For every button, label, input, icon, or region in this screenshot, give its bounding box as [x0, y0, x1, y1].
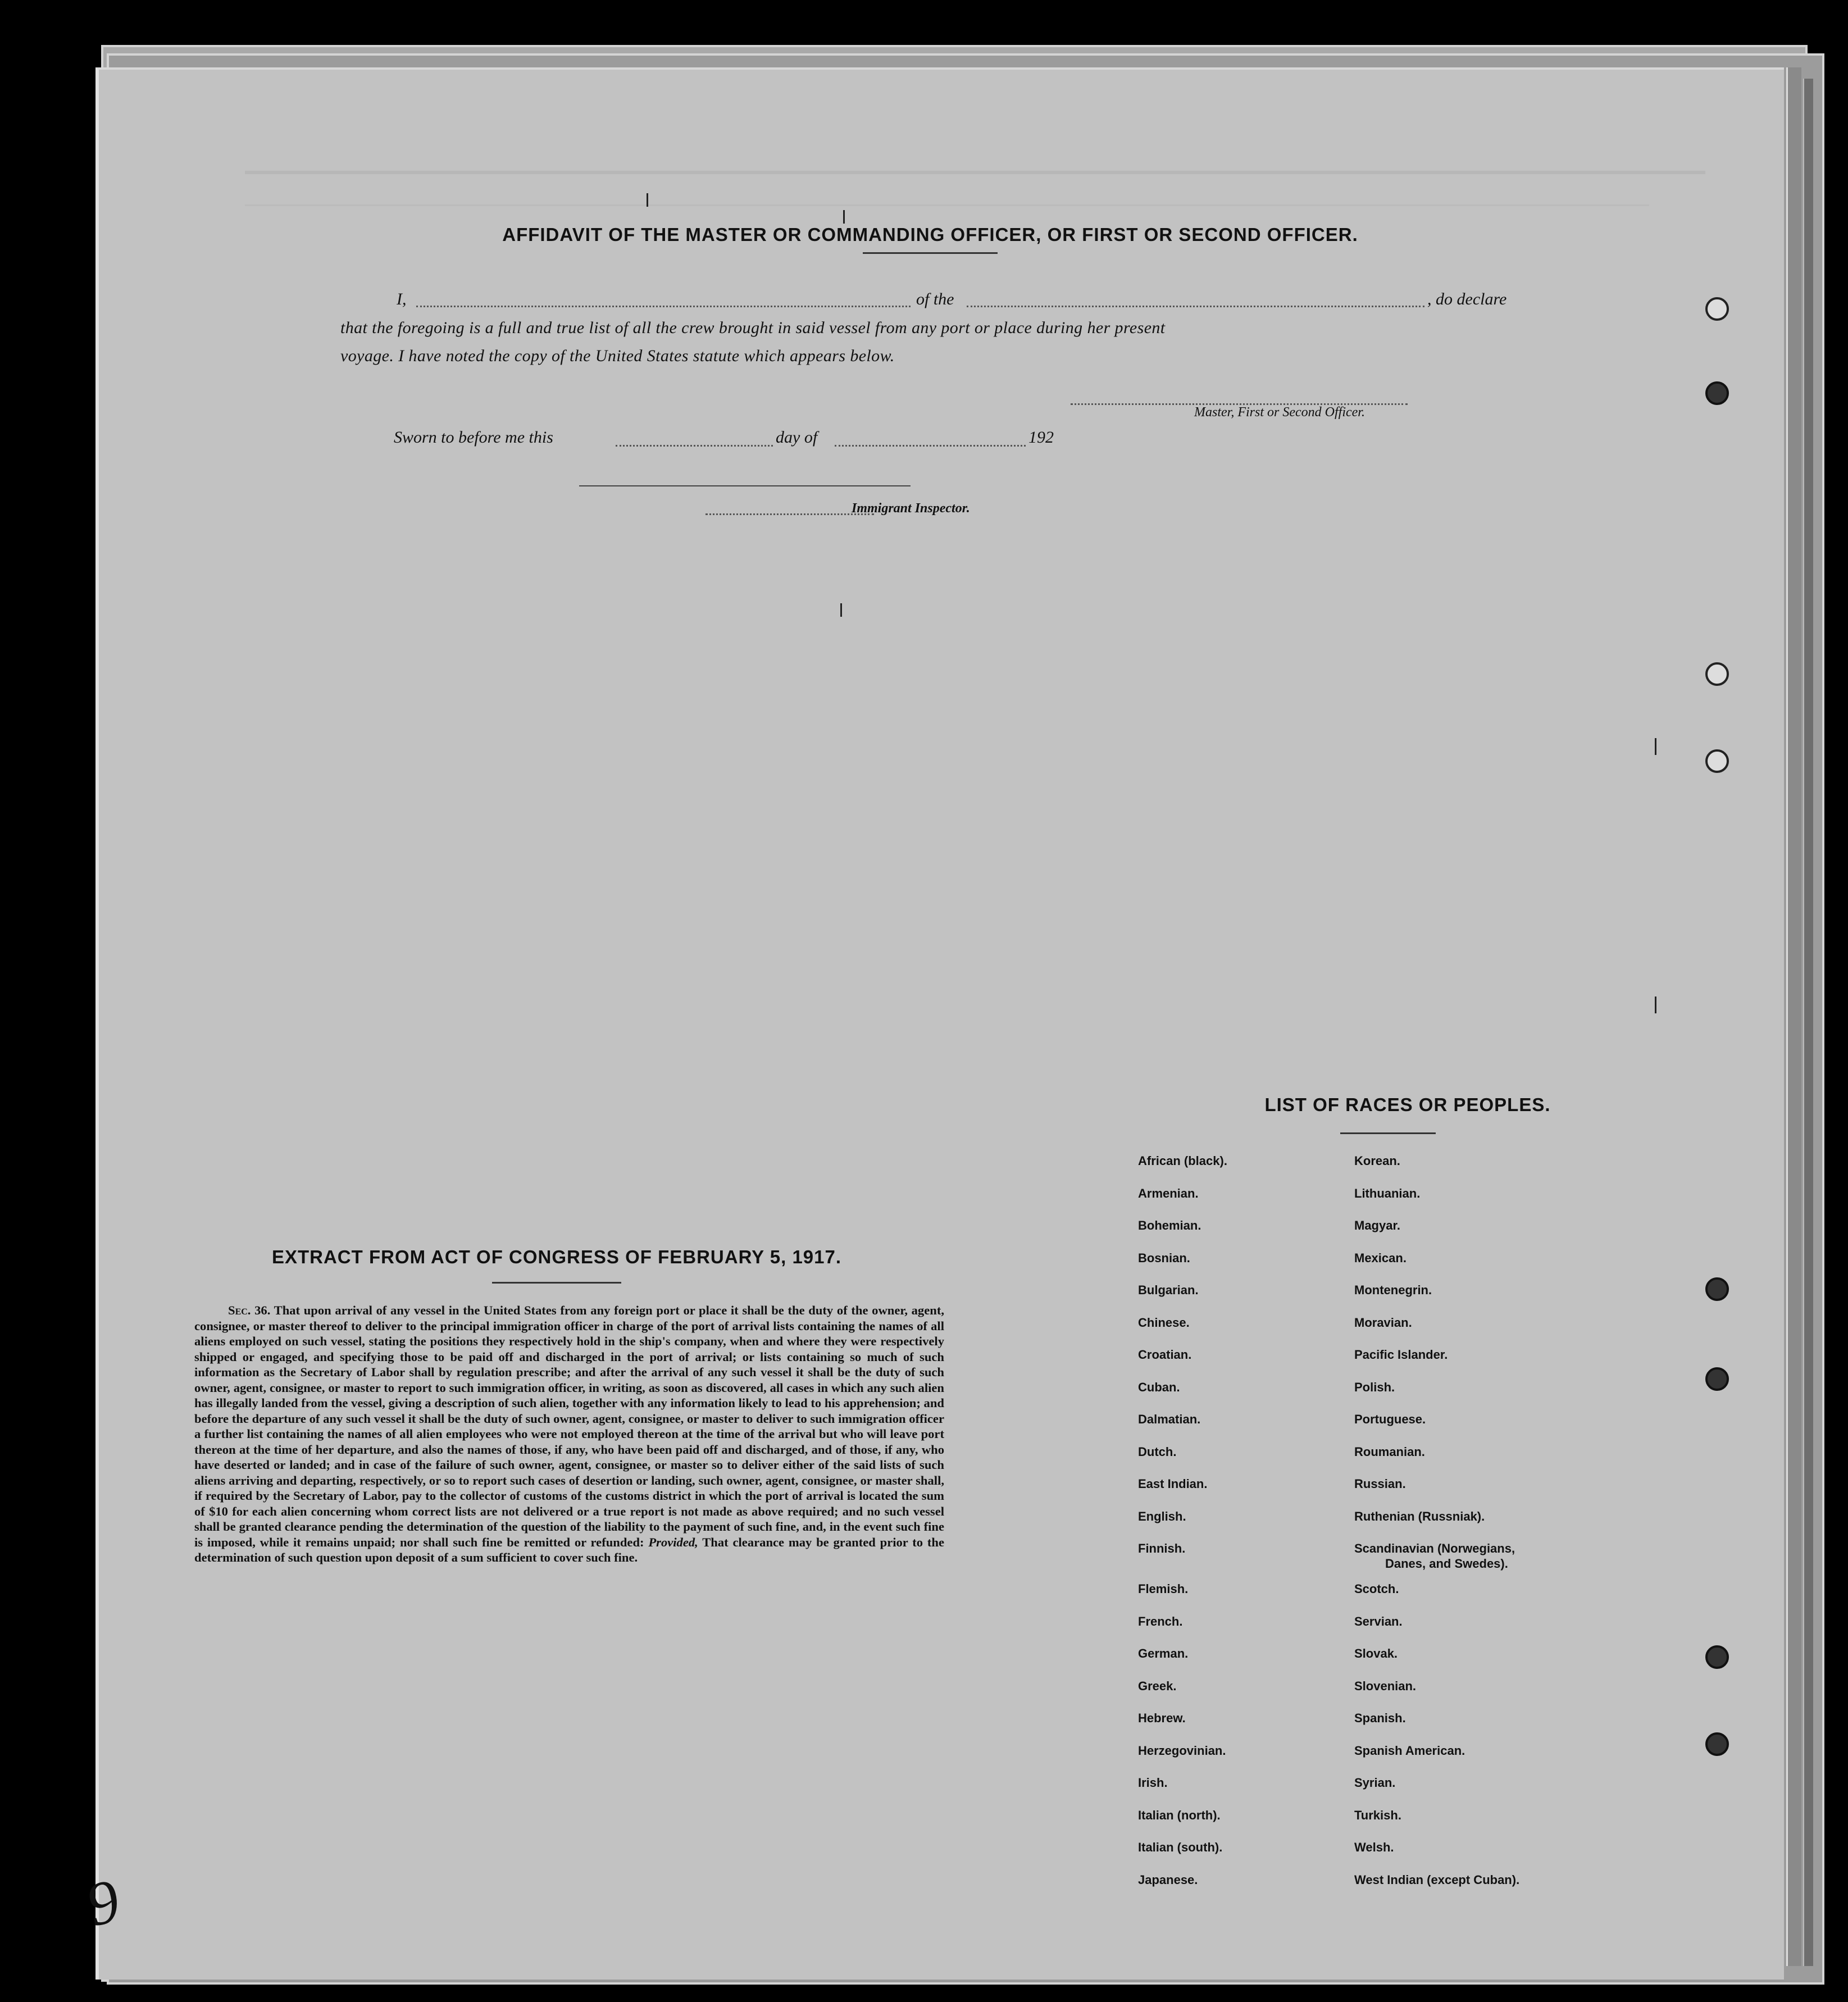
- race-item: French.: [1138, 1614, 1183, 1628]
- year-label: 192: [1028, 428, 1054, 447]
- binder-hole: [1705, 1277, 1729, 1301]
- race-item: Dalmatian.: [1138, 1412, 1201, 1426]
- binder-hole: [1705, 297, 1729, 321]
- race-item: Polish.: [1354, 1380, 1395, 1394]
- affidavit-title: AFFIDAVIT OF THE MASTER OR COMMANDING OFFICER, OR FIRST OR SECOND OFFICER.: [502, 224, 1358, 245]
- binder-hole: [1705, 1732, 1729, 1756]
- race-item: Scotch.: [1354, 1582, 1399, 1596]
- affidavit-of-the-label: of the: [916, 290, 954, 308]
- master-label: Master, First or Second Officer.: [1194, 405, 1365, 420]
- binder-hole: [1705, 1645, 1729, 1669]
- race-item: Welsh.: [1354, 1840, 1394, 1854]
- stray-mark: [647, 193, 648, 207]
- race-item: Irish.: [1138, 1776, 1168, 1790]
- race-item: Lithuanian.: [1354, 1186, 1421, 1200]
- affidavit-line-1: that the foregoing is a full and true list of all the crew brought in said vessel from any port or place during her present: [340, 319, 1166, 337]
- stray-mark: [840, 603, 842, 617]
- race-item: Slovenian.: [1354, 1678, 1417, 1693]
- affidavit-do-declare-label: , do declare: [1427, 290, 1507, 308]
- race-item: Flemish.: [1138, 1582, 1189, 1596]
- race-item: Greek.: [1138, 1678, 1177, 1693]
- binder-hole: [1705, 749, 1729, 773]
- race-item: Moravian.: [1354, 1315, 1412, 1330]
- race-item: Italian (north).: [1138, 1808, 1221, 1822]
- inspector-dotted-line[interactable]: [705, 513, 874, 515]
- section-text: That upon arrival of any vessel in the United States from any foreign port or place it shall be the duty of the owner, agent, consignee, or master thereof to deliver to the principal immigration officer in charge of the port of arrival lists containing the names of all aliens employed on such vessel, stating the positions they respectively hold in the ship's company, when and where they were respectively shipped or engaged, and specifying those to be paid off and discharged in the port of arrival; or lists containing so much of such information as the Secretary of Labor shall by regulation prescribe; and after the arrival of any such vessel it shall be the duty of such owner, agent, consignee, or master to report to such immigration officer, in writing, as soon as discovered, all cases in which any such alien has illegally landed from the vessel, giving a description of such alien, together with any information likely to lead to his apprehension; and before the departure of any such vessel it shall be the duty of such owner, agent, consignee, or master to deliver to such immigration officer a further list containing the names of all alien employees who were not employed thereon at the time of the arrival but who will leave port thereon at the time of her departure, and also the names of those, if any, who have been paid off and discharged, and of those, if any, who have deserted or landed; and in case of the failure of such owner, agent, consignee, or master so to deliver either of the said lists of such aliens arriving and departing, respectively, or so to report such cases of desertion or landing, such owner, agent, consignee, or master shall, if required by the Secretary of Labor, pay to the collector of customs of the customs district in which the port of arrival is located the sum of $10 for each alien concerning whom correct lists are not delivered or a true report is not made as above required; and no such vessel shall be granted clearance pending the determination of the question of the liability to the payment of such fine, and, in the event such fine is imposed, while it remains unpaid; nor shall such fine be remitted or refunded:: [194, 1303, 944, 1549]
- races-title: LIST OF RACES OR PEOPLES.: [1264, 1094, 1551, 1115]
- race-item: Armenian.: [1138, 1186, 1199, 1200]
- sworn-label: Sworn to before me this: [394, 428, 553, 447]
- day-of-label: day of: [776, 428, 818, 447]
- race-item-scandinavian: [1354, 1540, 1590, 1581]
- stray-mark: [1655, 997, 1656, 1013]
- race-item: Chinese.: [1138, 1315, 1190, 1330]
- race-item: Spanish American.: [1354, 1743, 1465, 1758]
- race-item: Montenegrin.: [1354, 1283, 1432, 1297]
- inspector-signature-line[interactable]: [579, 485, 911, 486]
- handwritten-page-number: 9: [79, 1865, 127, 1940]
- section-label: Sec. 36.: [228, 1303, 271, 1317]
- section-text-end: That clearance may be granted prior to the determination of such question upon deposit of a sum sufficient to cover such fine.: [194, 1535, 944, 1564]
- race-item-continued: Danes, and Swedes).: [1385, 1557, 1508, 1571]
- race-item: Portuguese.: [1354, 1412, 1426, 1426]
- race-item: Hebrew.: [1138, 1711, 1186, 1725]
- race-item: Japanese.: [1138, 1872, 1198, 1887]
- race-item: Servian.: [1354, 1614, 1403, 1628]
- manifest-page: [79, 67, 1784, 1980]
- race-item: Magyar.: [1354, 1218, 1400, 1232]
- race-item: East Indian.: [1138, 1477, 1208, 1491]
- race-item: Slovak.: [1354, 1646, 1398, 1660]
- race-item: Finnish.: [1138, 1541, 1186, 1555]
- binder-edge: [1786, 67, 1801, 1966]
- race-item: Ruthenian (Russniak).: [1354, 1509, 1485, 1523]
- binder-hole: [1705, 1367, 1729, 1391]
- extract-title: EXTRACT FROM ACT OF CONGRESS OF FEBRUARY 5, 1917.: [271, 1246, 842, 1267]
- affidavit-line-2: voyage. I have noted the copy of the United States statute which appears below.: [340, 347, 895, 365]
- binder-edge: [1803, 79, 1813, 1966]
- race-item: Roumanian.: [1354, 1444, 1425, 1459]
- stray-mark: [1655, 738, 1656, 755]
- race-item: German.: [1138, 1646, 1189, 1660]
- sworn-month-field[interactable]: [835, 445, 1026, 447]
- race-item: Scandinavian (Norwegians,: [1354, 1541, 1515, 1555]
- races-column-1: [1138, 1153, 1340, 1904]
- race-item: Mexican.: [1354, 1250, 1407, 1265]
- race-item: Korean.: [1354, 1154, 1400, 1168]
- binder-hole: [1705, 381, 1729, 405]
- races-column-2: [1354, 1153, 1590, 1904]
- race-item: Russian.: [1354, 1477, 1406, 1491]
- race-item: West Indian (except Cuban).: [1354, 1872, 1520, 1887]
- affidavit-i-label: I,: [397, 290, 407, 308]
- bleed-through-text: [245, 165, 1705, 311]
- race-item: Pacific Islander.: [1354, 1348, 1448, 1362]
- stray-mark: [843, 210, 845, 224]
- races-title-rule: [1340, 1132, 1436, 1134]
- race-item: Herzegovinian.: [1138, 1743, 1226, 1758]
- race-item: Italian (south).: [1138, 1840, 1223, 1854]
- binder-hole: [1705, 662, 1729, 686]
- race-item: Syrian.: [1354, 1776, 1396, 1790]
- inspector-label: Immigrant Inspector.: [852, 501, 970, 516]
- race-item: Turkish.: [1354, 1808, 1401, 1822]
- race-item: Dutch.: [1138, 1444, 1177, 1459]
- race-item: African (black).: [1138, 1154, 1227, 1168]
- race-item: Bosnian.: [1138, 1250, 1190, 1265]
- race-item: Croatian.: [1138, 1348, 1192, 1362]
- race-item: Bulgarian.: [1138, 1283, 1199, 1297]
- sworn-day-field[interactable]: [616, 445, 773, 447]
- race-item: Bohemian.: [1138, 1218, 1201, 1232]
- extract-body: [194, 1303, 944, 1566]
- race-item: English.: [1138, 1509, 1186, 1523]
- race-item: Spanish.: [1354, 1711, 1406, 1725]
- extract-title-rule: [492, 1282, 621, 1284]
- provided-label: Provided,: [648, 1535, 698, 1549]
- race-item: Cuban.: [1138, 1380, 1180, 1394]
